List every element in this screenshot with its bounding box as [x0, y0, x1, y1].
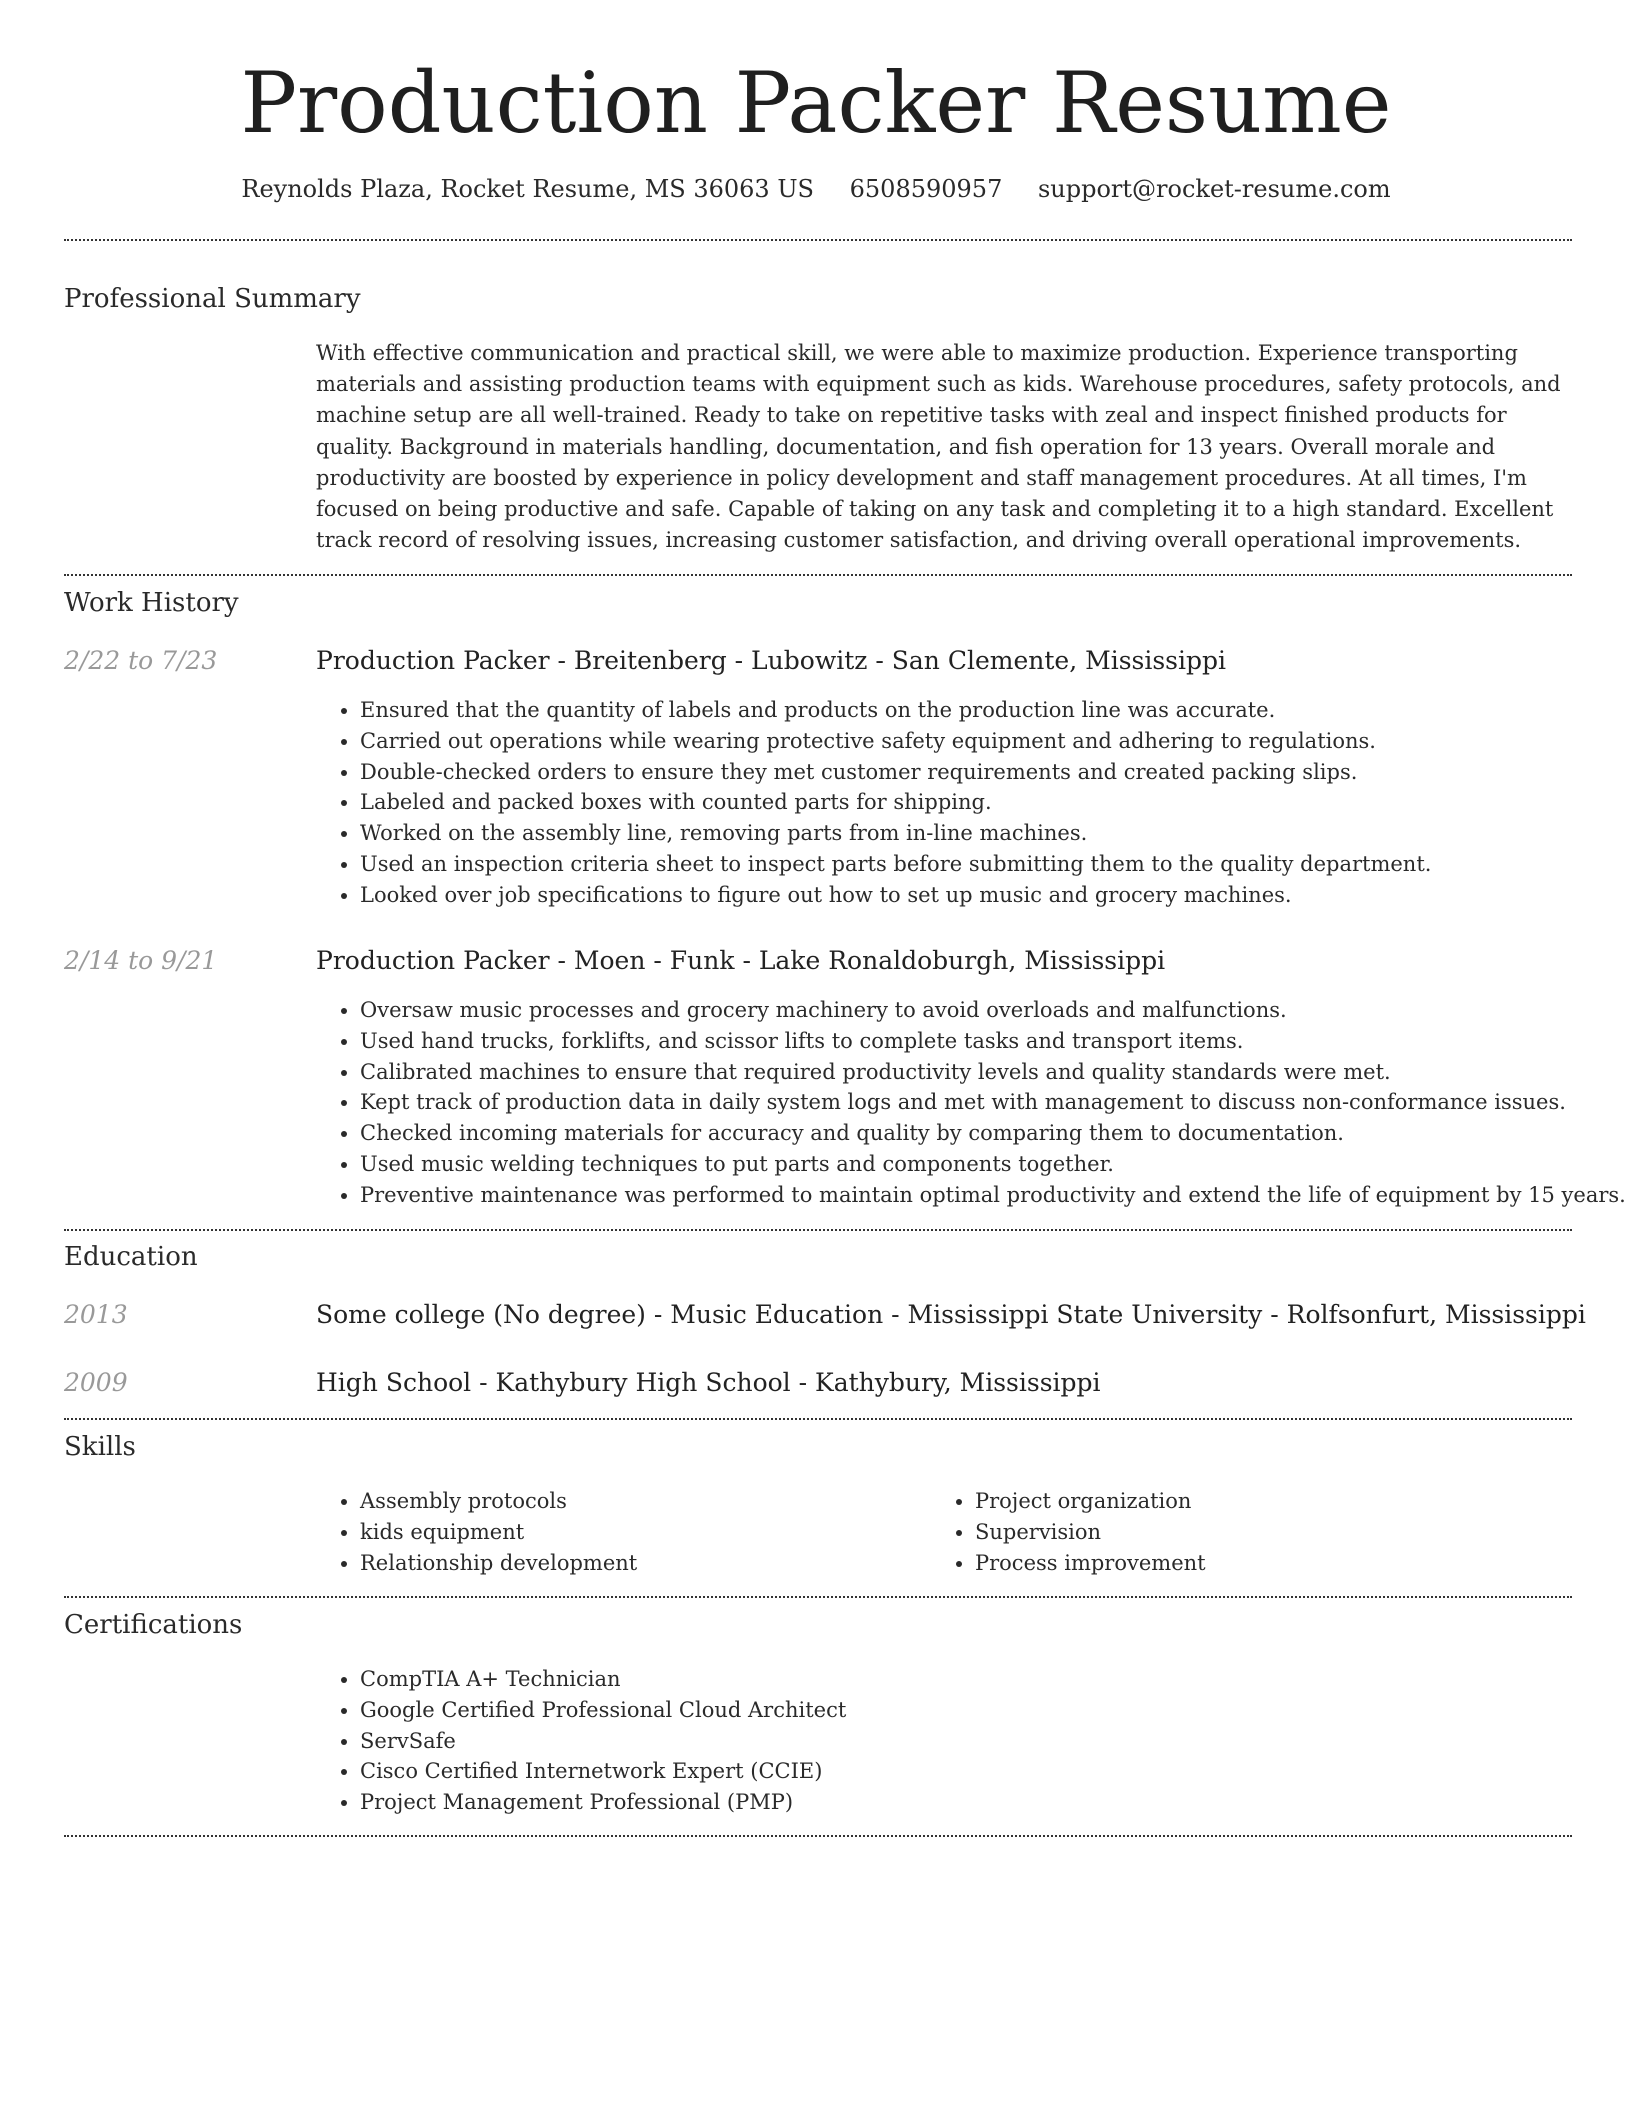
certification-item: • Cisco Certified Internetwork Expert (CCIE): [360, 1756, 846, 1787]
divider: [64, 574, 1572, 576]
certification-item: • Project Management Professional (PMP): [360, 1787, 846, 1818]
list-item: • Carried out operations while wearing protective safety equipment and adhering to regulations.: [360, 726, 1431, 757]
education-year: 2013: [64, 1300, 128, 1329]
list-item: • Used hand trucks, forklifts, and scissor lifts to complete tasks and transport items.: [360, 1026, 1626, 1057]
skill-item: • Supervision: [975, 1517, 1206, 1548]
skills-list-left: [316, 1486, 637, 1578]
job-bullets: [316, 995, 1626, 1211]
email-text: support@rocket-resume.com: [1037, 175, 1391, 203]
section-title-education: Education: [64, 1242, 198, 1272]
section-title-skills: Skills: [64, 1432, 136, 1462]
list-item: • Double-checked orders to ensure they met customer requirements and created packing slips.: [360, 757, 1431, 788]
phone-text: 6508590957: [849, 175, 1003, 203]
education-entry: High School - Kathybury High School - Kathybury, Mississippi: [316, 1368, 1101, 1397]
certification-item: • Google Certified Professional Cloud Architect: [360, 1695, 846, 1726]
job-dates: 2/22 to 7/23: [64, 646, 218, 675]
list-item: • Used music welding techniques to put parts and components together.: [360, 1149, 1626, 1180]
certifications-list: [316, 1664, 846, 1818]
list-item: • Preventive maintenance was performed to maintain optimal productivity and extend the life of equipment by 15 years.: [360, 1180, 1626, 1211]
list-item: • Worked on the assembly line, removing parts from in-line machines.: [360, 818, 1431, 849]
list-item: • Looked over job specifications to figure out how to set up music and grocery machines.: [360, 880, 1431, 911]
divider: [64, 1596, 1572, 1598]
divider: [64, 1835, 1572, 1837]
job-bullets: [316, 695, 1431, 911]
skill-item: • kids equipment: [360, 1517, 637, 1548]
education-year: 2009: [64, 1368, 128, 1397]
job-dates: 2/14 to 9/21: [64, 946, 218, 975]
skill-item: • Project organization: [975, 1486, 1206, 1517]
skills-list-right: [931, 1486, 1206, 1578]
list-item: • Ensured that the quantity of labels and products on the production line was accurate.: [360, 695, 1431, 726]
divider: [64, 239, 1572, 241]
divider: [64, 1418, 1572, 1420]
skill-item: • Assembly protocols: [360, 1486, 637, 1517]
list-item: • Oversaw music processes and grocery machinery to avoid overloads and malfunctions.: [360, 995, 1626, 1026]
education-entry: Some college (No degree) - Music Education - Mississippi State University - Rolfsonfurt, Mississippi: [316, 1300, 1586, 1329]
list-item: • Labeled and packed boxes with counted parts for shipping.: [360, 787, 1431, 818]
divider: [64, 1229, 1572, 1231]
address-text: Reynolds Plaza, Rocket Resume, MS 36063 US: [241, 175, 814, 203]
list-item: • Calibrated machines to ensure that required productivity levels and quality standards were met.: [360, 1057, 1626, 1088]
section-title-certifications: Certifications: [64, 1610, 243, 1640]
job-title: Production Packer - Moen - Funk - Lake Ronaldoburgh, Mississippi: [316, 946, 1166, 975]
contact-line: [0, 169, 1632, 209]
job-title: Production Packer - Breitenberg - Lubowitz - San Clemente, Mississippi: [316, 646, 1227, 675]
resume-title: Production Packer Resume: [240, 54, 1392, 152]
list-item: • Used an inspection criteria sheet to inspect parts before submitting them to the quality department.: [360, 849, 1431, 880]
certification-item: • CompTIA A+ Technician: [360, 1664, 846, 1695]
certification-item: • ServSafe: [360, 1726, 846, 1757]
summary-text: With effective communication and practical skill, we were able to maximize production. Experience transporting materials and assisting production teams with equipment such as kids. Warehouse procedures, safety protocols, and machine setup are all well-trained. Ready to take on repetitive tasks with zeal and inspect finished products for quality. Background in materials handling, documentation, and fish operation for 13 years. Overall morale and productivity are boosted by experience in policy development and staff management procedures. At all times, I'm focused on being productive and safe. Capable of taking on any task and completing it to a high standard. Excellent track record of resolving issues, increasing customer satisfaction, and driving overall operational improvements.: [316, 341, 1561, 553]
list-item: • Kept track of production data in daily system logs and met with management to discuss non-conformance issues.: [360, 1087, 1626, 1118]
section-title-summary: Professional Summary: [64, 284, 361, 314]
list-item: • Checked incoming materials for accuracy and quality by comparing them to documentation.: [360, 1118, 1626, 1149]
skill-item: • Process improvement: [975, 1548, 1206, 1579]
section-title-work: Work History: [64, 588, 239, 618]
skill-item: • Relationship development: [360, 1548, 637, 1579]
